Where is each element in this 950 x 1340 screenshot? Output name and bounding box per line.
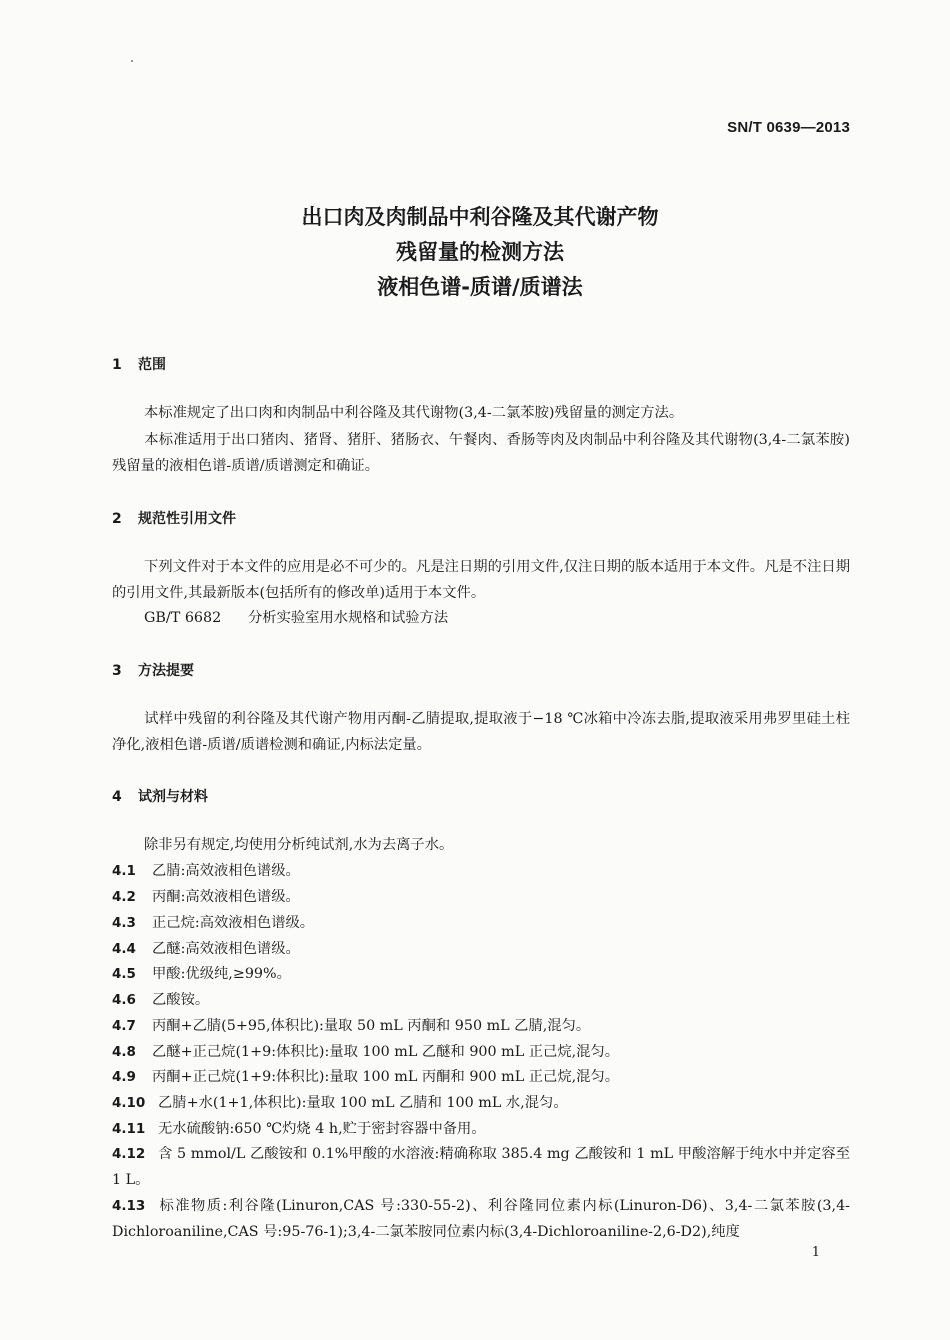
reference-title: 分析实验室用水规格和试验方法 <box>248 610 449 626</box>
section-number: 3 <box>112 663 122 679</box>
list-item: 4.9 丙酮+正己烷(1+9:体积比):量取 100 mL 丙酮和 900 mL 正己烷,混匀。 <box>112 1069 620 1085</box>
normative-reference <box>144 607 448 627</box>
section-number: 4 <box>112 789 122 805</box>
section-3-heading <box>112 660 194 680</box>
section-1-paragraph-1: 本标准规定了出口肉和肉制品中利谷隆及其代谢物(3,4-二氯苯胺)残留量的测定方法。 <box>144 405 684 421</box>
section-4-intro: 除非另有规定,均使用分析纯试剂,水为去离子水。 <box>144 837 454 853</box>
list-item: 4.2 丙酮:高效液相色谱级。 <box>112 889 300 905</box>
list-item: 4.5 甲酸:优级纯,≥99%。 <box>112 966 291 982</box>
reference-code: GB/T 6682 <box>144 610 222 626</box>
title-line-2: 残留量的检测方法 <box>396 240 564 264</box>
list-item: 4.6 乙酸铵。 <box>112 992 210 1008</box>
section-2-heading <box>112 508 236 528</box>
section-title: 方法提要 <box>138 663 194 679</box>
section-4-heading <box>112 786 208 806</box>
list-item: 4.10 乙腈+水(1+1,体积比):量取 100 mL 乙腈和 100 mL 水,混匀。 <box>112 1095 568 1111</box>
list-item: 4.11 无水硫酸钠:650 ℃灼烧 4 h,贮于密封容器中备用。 <box>112 1121 486 1137</box>
list-item: 4.1 乙腈:高效液相色谱级。 <box>112 863 300 879</box>
list-item: 4.13 标准物质:利谷隆(Linuron,CAS 号:330-55-2)、利谷隆同位素内标(Linuron-D6)、3,4-二氯苯胺(3,4-Dichloroaniline,CAS 号:95-76-1);3,4-二氯苯胺同位素内标(3,4-Dichloroaniline-2,6-D2),纯度 <box>112 1198 850 1240</box>
list-item: 4.8 乙醚+正己烷(1+9:体积比):量取 100 mL 乙醚和 900 mL 正己烷,混匀。 <box>112 1044 620 1060</box>
document-title <box>0 200 950 305</box>
standard-number: SN/T 0639—2013 <box>727 119 850 136</box>
list-item: 4.4 乙醚:高效液相色谱级。 <box>112 941 300 957</box>
section-1-heading <box>112 354 166 374</box>
section-number: 2 <box>112 511 122 527</box>
section-1-paragraph-2: 本标准适用于出口猪肉、猪肾、猪肝、猪肠衣、午餐肉、香肠等肉及肉制品中利谷隆及其代谢物(3,4-二氯苯胺)残留量的液相色谱-质谱/质谱测定和确证。 <box>112 432 850 474</box>
title-line-1: 出口肉及肉制品中利谷隆及其代谢产物 <box>301 205 659 229</box>
section-title: 规范性引用文件 <box>138 511 236 527</box>
section-3-paragraph-1: 试样中残留的利谷隆及其代谢产物用丙酮-乙腈提取,提取液于−18 ℃冰箱中冷冻去脂,提取液采用弗罗里硅土柱净化,液相色谱-质谱/质谱检测和确证,内标法定量。 <box>112 711 850 753</box>
section-title: 试剂与材料 <box>138 789 208 805</box>
section-number: 1 <box>112 357 122 373</box>
list-item: 4.12 含 5 mmol/L 乙酸铵和 0.1%甲酸的水溶液:精确称取 385.4 mg 乙酸铵和 1 mL 甲酸溶解于纯水中并定容至 1 L。 <box>112 1146 850 1188</box>
page-number: 1 <box>811 1245 820 1260</box>
list-item: 4.7 丙酮+乙腈(5+95,体积比):量取 50 mL 丙酮和 950 mL 乙腈,混匀。 <box>112 1018 591 1034</box>
list-item: 4.3 正己烷:高效液相色谱级。 <box>112 915 315 931</box>
section-title: 范围 <box>138 357 166 373</box>
section-2-paragraph-1: 下列文件对于本文件的应用是必不可少的。凡是注日期的引用文件,仅注日期的版本适用于本文件。凡是不注日期的引用文件,其最新版本(包括所有的修改单)适用于本文件。 <box>112 559 850 601</box>
title-line-3: 液相色谱-质谱/质谱法 <box>377 275 583 299</box>
scan-speck <box>131 60 133 62</box>
